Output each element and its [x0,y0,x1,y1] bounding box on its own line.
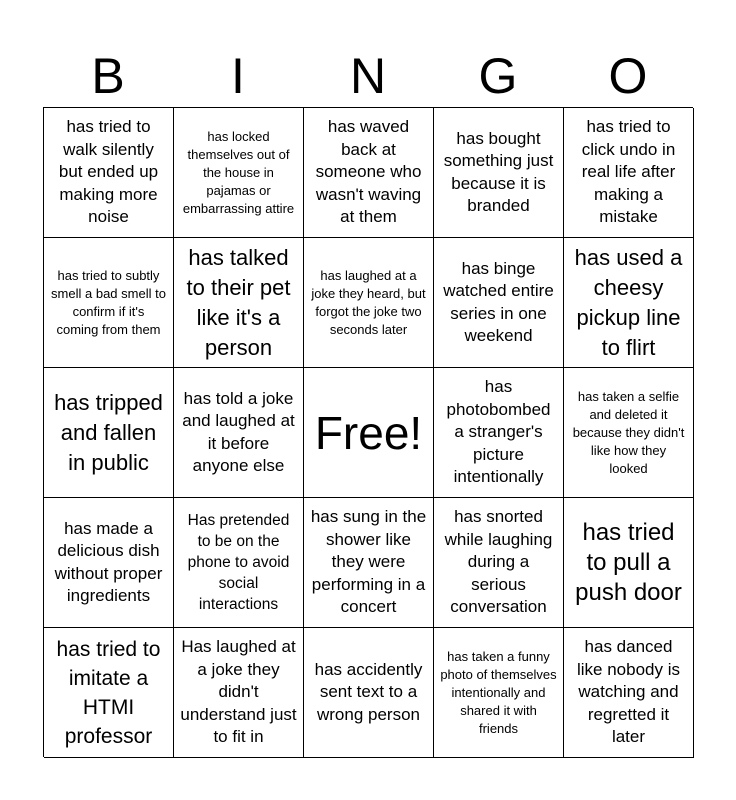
bingo-header [43,48,693,104]
bingo-cell-text: has binge watched entire series in one weekend [443,258,554,345]
bingo-cell-text: has tripped and fallen in public [54,389,163,475]
bingo-cell-text: has taken a selfie and deleted it because they didn't like how they looked [572,388,685,476]
bingo-cell-text: has danced like nobody is watching and regretted it later [576,637,680,747]
bingo-cell[interactable] [44,628,174,758]
bingo-cell[interactable] [174,628,304,758]
bingo-cell-text: has sung in the shower like they were performing in a concert [310,507,427,617]
bingo-cell-text: has tried to subtly smell a bad smell to confirm if it's coming from them [51,267,166,337]
bingo-cell[interactable] [44,368,174,498]
header-letter-n: N [349,48,387,104]
bingo-cell[interactable] [304,628,434,758]
bingo-cell[interactable] [434,498,564,628]
bingo-cell[interactable] [564,238,694,368]
bingo-cell-text: Has pretended to be on the phone to avoid social interactions [187,512,290,613]
bingo-cell-text: has tried to walk silently but ended up making more noise [58,117,159,227]
free-space-cell[interactable] [304,368,434,498]
bingo-cell[interactable] [174,238,304,368]
bingo-cell[interactable] [304,498,434,628]
bingo-cell[interactable] [434,368,564,498]
bingo-cell-text: has photobombed a stranger's picture intentionally [446,377,551,487]
bingo-cell[interactable] [304,238,434,368]
bingo-cell-text: has used a cheesy pickup line to flirt [574,244,683,360]
bingo-cell-text: has tried to imitate a HTMI professor [56,637,161,748]
bingo-cell[interactable] [44,238,174,368]
bingo-cell-text: Has laughed at a joke they didn't understand just to fit in [180,637,297,747]
bingo-cell[interactable] [304,108,434,238]
bingo-cell[interactable] [44,498,174,628]
bingo-cell[interactable] [174,498,304,628]
bingo-cell-text: has bought something just because it is branded [443,128,554,215]
bingo-cell-text: has tried to pull a push door [575,518,682,606]
bingo-cell-text: has tried to click undo in real life after making a mistake [581,117,676,227]
bingo-cell[interactable] [44,108,174,238]
header-letter-i: I [231,48,245,104]
bingo-cell-text: has laughed at a joke they heard, but forgot the joke two seconds later [311,267,426,337]
bingo-cell[interactable] [434,238,564,368]
bingo-card-grid [43,107,693,757]
header-letter-b: B [91,48,125,104]
bingo-cell-text: has made a delicious dish without proper ingredients [54,518,163,605]
bingo-cell-text: has waved back at someone who wasn't waving at them [315,117,422,227]
bingo-cell-text: has told a joke and laughed at it before anyone else [182,388,295,475]
bingo-cell[interactable] [564,368,694,498]
bingo-cell[interactable] [434,628,564,758]
bingo-cell-text: has taken a funny photo of themselves intentionally and shared it with friends [440,648,557,736]
bingo-cell[interactable] [564,498,694,628]
free-space-text: Free! [314,406,423,459]
bingo-cell[interactable] [564,108,694,238]
bingo-cell-text: has accidently sent text to a wrong person [314,659,423,724]
bingo-cell[interactable] [174,108,304,238]
bingo-cell[interactable] [174,368,304,498]
bingo-cell-text: has talked to their pet like it's a person [186,244,291,360]
bingo-cell[interactable] [434,108,564,238]
bingo-cell-text: has snorted while laughing during a serious conversation [444,507,553,617]
header-letter-g: G [478,48,518,104]
header-letter-o: O [608,48,648,104]
bingo-cell-text: has locked themselves out of the house in pajamas or embarrassing attire [182,128,295,216]
bingo-cell[interactable] [564,628,694,758]
